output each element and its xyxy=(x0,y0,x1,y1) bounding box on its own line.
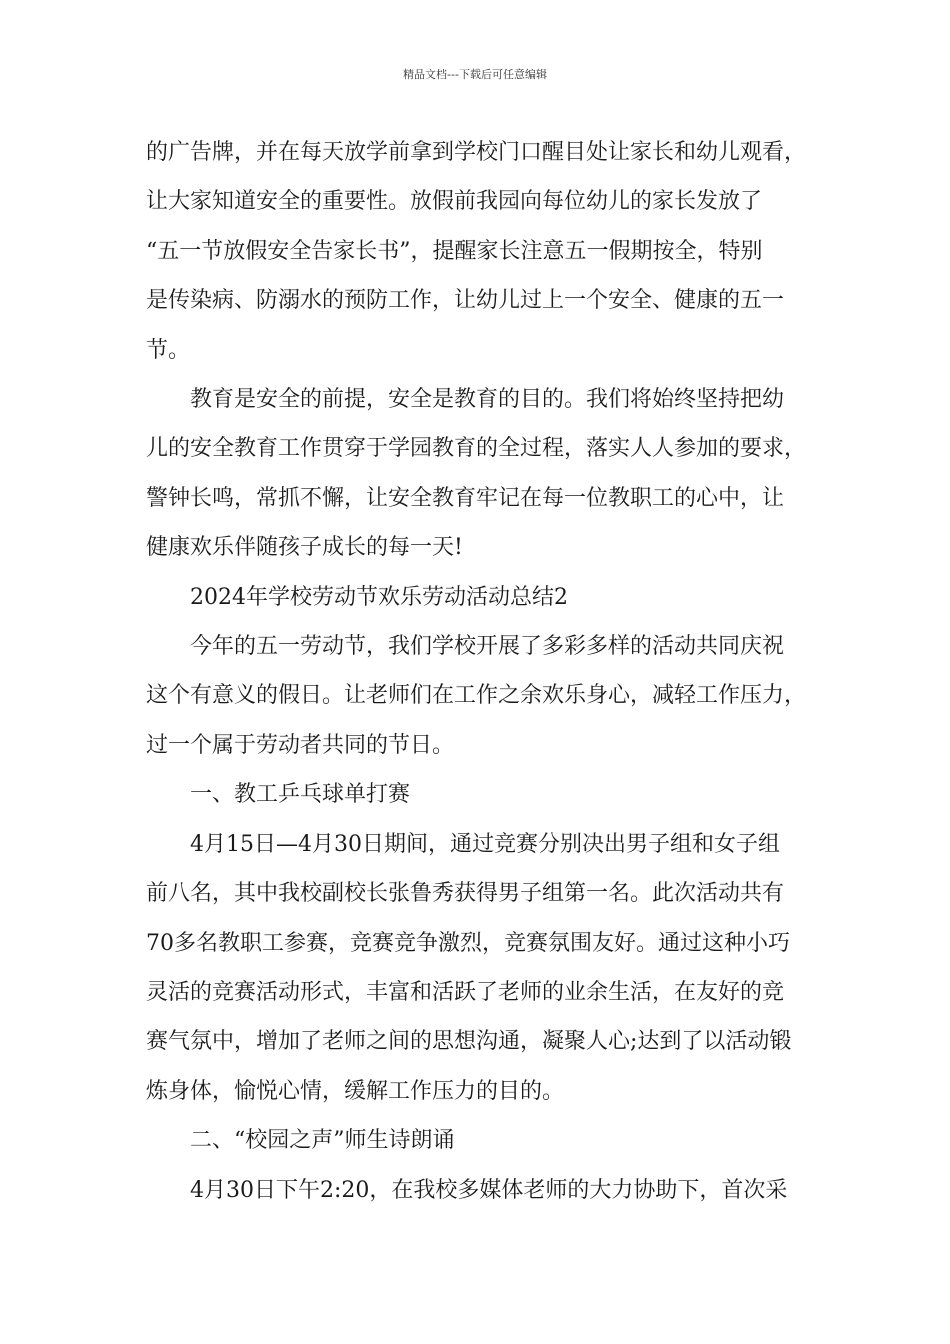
text-line: 前八名，其中我校副校长张鲁秀获得男子组第一名。此次活动共有 xyxy=(146,881,785,907)
text-line: 儿的安全教育工作贯穿于学园教育的全过程，落实人人参加的要求， xyxy=(146,436,807,462)
text-line: 一、教工乒乓球单打赛 xyxy=(190,782,411,808)
text-line: “五一节放假安全告家长书”，提醒家长注意五一假期按全，特别 xyxy=(146,238,763,264)
text-line: 过一个属于劳动者共同的节日。 xyxy=(146,732,455,758)
text-line: 节。 xyxy=(146,337,191,363)
text-line: 灵活的竞赛活动形式，丰富和活跃了老师的业余生活，在友好的竞 xyxy=(146,979,785,1005)
text-line: 的广告牌，并在每天放学前拿到学校门口醒目处让家长和幼儿观看， xyxy=(146,140,807,165)
text-line: 是传染病、防溺水的预防工作，让幼儿过上一个安全、健康的五一 xyxy=(146,288,785,314)
text-line: 这个有意义的假日。让老师们在工作之余欢乐身心，减轻工作压力， xyxy=(146,683,807,709)
text-line: 70多名教职工参赛，竞赛竞争激烈，竞赛氛围友好。通过这种小巧 xyxy=(146,930,790,956)
text-line: 教育是安全的前提，安全是教育的目的。我们将始终坚持把幼 xyxy=(190,387,785,413)
text-line: 二、“校园之声”师生诗朗诵 xyxy=(190,1128,455,1154)
text-line: 让大家知道安全的重要性。放假前我园向每位幼儿的家长发放了 xyxy=(146,189,763,215)
text-line: 炼身体，愉悦心情，缓解工作压力的目的。 xyxy=(146,1078,565,1104)
text-line: 赛气氛中，增加了老师之间的思想沟通，凝聚人心;达到了以活动锻 xyxy=(146,1029,792,1055)
text-line: 4月30日下午2:20，在我校多媒体老师的大力协助下，首次采 xyxy=(190,1177,788,1203)
text-line: 今年的五一劳动节，我们学校开展了多彩多样的活动共同庆祝 xyxy=(190,634,785,660)
page-header: 精品文档---下载后可任意编辑 xyxy=(403,68,547,81)
document-body xyxy=(146,128,836,1215)
text-line: 警钟长鸣，常抓不懈，让安全教育牢记在每一位教职工的心中，让 xyxy=(146,485,785,511)
text-line: 4月15日—4月30日期间，通过竞赛分别决出男子组和女子组 xyxy=(190,831,780,857)
text-line: 2024年学校劳动节欢乐劳动活动总结2 xyxy=(190,584,568,610)
text-line: 健康欢乐伴随孩子成长的每一天! xyxy=(146,535,463,561)
